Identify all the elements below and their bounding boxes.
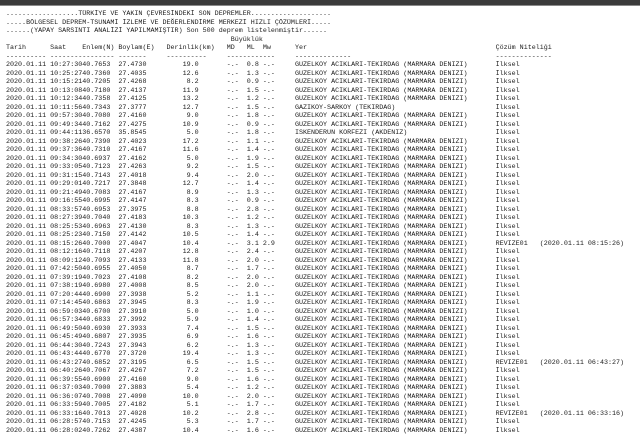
table-row: 2020.01.11 09:38:2640.7390 27.4023 17.2 -.- 1.1 -.- GUZELKOY ACIKLARI-TEKIRDAG (MARMARA DENIZI) İlksel — [6, 137, 520, 146]
table-row: 2020.01.11 06:33:5940.7005 27.4182 5.1 -.- 1.7 -.- GUZELKOY ACIKLARI-TEKIRDAG (MARMARA DENIZI) İlksel — [6, 401, 520, 409]
table-row: 2020.01.11 09:49:3440.7162 27.4275 10.9 -.- 0.9 -.- GUZELKOY ACIKLARI-TEKIRDAG (MARMARA DENIZI) İlksel — [6, 120, 520, 129]
column-header-underline: ---------- ---------------- ------- ---------- ------------ -------------- -------------- — [6, 52, 552, 61]
table-row: 2020.01.11 09:31:1540.7143 27.4018 9.4 -.- 2.0 -.- GUZELKOY ACIKLARI-TEKIRDAG (MARMARA DENIZI) İlksel — [6, 171, 520, 180]
table-body — [6, 61, 640, 435]
table-row: 2020.01.11 09:34:3040.6937 27.4162 5.0 -.- 1.9 -.- GUZELKOY ACIKLARI-TEKIRDAG (MARMARA DENIZI) İlksel — [6, 154, 520, 163]
page-title: ..................TÜRKİYE VE YAKIN ÇEVRESİNDEKİ SON DEPREMLER.................... — [6, 10, 332, 18]
table-row: 2020.01.11 06:44:3040.7243 27.3943 6.2 -.- 1.3 -.- GUZELKOY ACIKLARI-TEKIRDAG (MARMARA DENIZI) İlksel — [6, 341, 520, 350]
table-row: 2020.01.11 09:16:5540.6995 27.4147 8.3 -.- 0.9 -.- GUZELKOY ACIKLARI-TEKIRDAG (MARMARA DENIZI) İlksel — [6, 197, 520, 205]
table-row: 2020.01.11 10:13:0840.7180 27.4137 11.9 -.- 1.5 -.- GUZELKOY ACIKLARI-TEKIRDAG (MARMARA DENIZI) İlksel — [6, 86, 520, 95]
table-row: 2020.01.11 06:36:0740.7008 27.4090 10.0 -.- 2.0 -.- GUZELKOY ACIKLARI-TEKIRDAG (MARMARA DENIZI) İlksel — [6, 392, 520, 401]
table-row: 2020.01.11 06:28:5740.7153 27.4245 5.3 -.- 1.7 -.- GUZELKOY ACIKLARI-TEKIRDAG (MARMARA DENIZI) İlksel — [6, 418, 520, 426]
table-row: 2020.01.11 06:59:0340.6700 27.3910 5.0 -.- 1.0 -.- GUZELKOY ACIKLARI-TEKIRDAG (MARMARA DENIZI) İlksel — [6, 307, 520, 316]
table-row: 2020.01.11 08:25:2340.7150 27.4142 10.5 -.- 1.4 -.- GUZELKOY ACIKLARI-TEKIRDAG (MARMARA DENIZI) İlksel — [6, 231, 520, 239]
table-row: 2020.01.11 06:39:5540.6900 27.4160 9.0 -.- 1.6 -.- GUZELKOY ACIKLARI-TEKIRDAG (MARMARA DENIZI) İlksel — [6, 375, 520, 384]
table-row: 2020.01.11 06:43:4440.6770 27.3720 19.4 -.- 1.3 -.- GUZELKOY ACIKLARI-TEKIRDAG (MARMARA DENIZI) İlksel — [6, 350, 520, 358]
table-row: 2020.01.11 09:33:0540.7123 27.4263 9.2 -.- 1.5 -.- GUZELKOY ACIKLARI-TEKIRDAG (MARMARA DENIZI) İlksel — [6, 163, 520, 171]
table-row: 2020.01.11 08:15:2640.7000 27.4047 10.4 -.- 3.1 2.9 GUZELKOY ACIKLARI-TEKIRDAG (MARMARA DENIZI) REVIZE01 (2020.01.11 08:15:26) — [6, 239, 625, 248]
table-row: 2020.01.11 07:14:4540.6863 27.3945 8.3 -.- 1.9 -.- GUZELKOY ACIKLARI-TEKIRDAG (MARMARA DENIZI) İlksel — [6, 299, 520, 307]
page-note: ......(YAPAY SARSINTI ANALİZİ YAPILMAMIŞTIR) Son 500 deprem listelenmiştir...... — [6, 27, 328, 35]
table-row: 2020.01.11 06:33:1640.7013 27.4028 10.2 -.- 2.8 -.- GUZELKOY ACIKLARI-TEKIRDAG (MARMARA DENIZI) REVIZE01 (2020.01.11 06:33:16) — [6, 409, 625, 418]
table-row: 2020.01.11 10:25:2740.7360 27.4035 12.6 -.- 1.3 -.- GUZELKOY ACIKLARI-TEKIRDAG (MARMARA DENIZI) İlksel — [6, 69, 520, 78]
magnitude-group-label: Büyüklük — [6, 35, 263, 44]
table-row: 2020.01.11 10:12:3440.7358 27.4125 13.2 -.- 1.2 -.- GUZELKOY ACIKLARI-TEKIRDAG (MARMARA DENIZI) İlksel — [6, 95, 520, 103]
table-row: 2020.01.11 06:28:0240.7262 27.4387 10.4 -.- 1.6 -.- GUZELKOY ACIKLARI-TEKIRDAG (MARMARA DENIZI) İlksel — [6, 426, 520, 435]
table-row: 2020.01.11 08:25:5340.6963 27.4130 8.3 -.- 1.3 -.- GUZELKOY ACIKLARI-TEKIRDAG (MARMARA DENIZI) İlksel — [6, 222, 520, 231]
table-row: 2020.01.11 10:11:5640.7343 27.3777 12.7 -.- 1.5 -.- GAZIKOY-SARKOY (TEKIRDAG) İlksel — [6, 103, 520, 112]
top-border-bar — [0, 0, 640, 6]
table-row: 2020.01.11 07:38:1940.6980 27.4008 8.5 -.- 2.0 -.- GUZELKOY ACIKLARI-TEKIRDAG (MARMARA DENIZI) İlksel — [6, 282, 520, 290]
page-subtitle: .....BÖLGESEL DEPREM-TSUNAMİ İZLEME VE DEĞERLENDİRME MERKEZİ HIZLI ÇÖZÜMLERİ..... — [6, 18, 332, 27]
table-row: 2020.01.11 06:49:5040.6930 27.3933 7.4 -.- 1.5 -.- GUZELKOY ACIKLARI-TEKIRDAG (MARMARA DENIZI) İlksel — [6, 324, 520, 333]
table-row: 2020.01.11 06:45:4940.6807 27.3935 6.9 -.- 1.6 -.- GUZELKOY ACIKLARI-TEKIRDAG (MARMARA DENIZI) İlksel — [6, 333, 520, 341]
table-row: 2020.01.11 09:29:0140.7217 27.3848 12.7 -.- 1.4 -.- GUZELKOY ACIKLARI-TEKIRDAG (MARMARA DENIZI) İlksel — [6, 180, 520, 188]
column-header-row: Tarih Saat Enlem(N) Boylam(E) Derinlik(km) MD ML Mw Yer Çözüm Niteliği — [6, 44, 552, 52]
table-row: 2020.01.11 10:15:2140.7205 27.4268 8.2 -.- 0.9 -.- GUZELKOY ACIKLARI-TEKIRDAG (MARMARA DENIZI) İlksel — [6, 78, 520, 86]
table-row: 2020.01.11 08:09:1240.7093 27.4133 11.8 -.- 2.0 -.- GUZELKOY ACIKLARI-TEKIRDAG (MARMARA DENIZI) İlksel — [6, 256, 520, 265]
table-row: 2020.01.11 09:21:4940.7083 27.4167 8.9 -.- 1.3 -.- GUZELKOY ACIKLARI-TEKIRDAG (MARMARA DENIZI) İlksel — [6, 188, 520, 197]
table-row: 2020.01.11 06:57:3440.6833 27.3992 5.9 -.- 1.4 -.- GUZELKOY ACIKLARI-TEKIRDAG (MARMARA DENIZI) İlksel — [6, 316, 520, 324]
table-row: 2020.01.11 08:27:3940.7040 27.4183 10.3 -.- 1.2 -.- GUZELKOY ACIKLARI-TEKIRDAG (MARMARA DENIZI) İlksel — [6, 214, 520, 222]
table-row: 2020.01.11 08:12:1640.7118 27.4207 12.8 -.- 2.4 -.- GUZELKOY ACIKLARI-TEKIRDAG (MARMARA DENIZI) İlksel — [6, 248, 520, 256]
earthquake-listing — [6, 10, 640, 435]
table-row: 2020.01.11 10:27:3040.7653 27.4730 19.0 -.- 0.8 -.- GUZELKOY ACIKLARI-TEKIRDAG (MARMARA DENIZI) İlksel — [6, 61, 520, 69]
table-row: 2020.01.11 09:37:3640.7310 27.4167 11.6 -.- 1.4 -.- GUZELKOY ACIKLARI-TEKIRDAG (MARMARA DENIZI) İlksel — [6, 146, 520, 154]
table-row: 2020.01.11 06:40:2640.7067 27.4267 7.2 -.- 1.5 -.- GUZELKOY ACIKLARI-TEKIRDAG (MARMARA DENIZI) İlksel — [6, 367, 520, 375]
table-row: 2020.01.11 07:42:5040.6955 27.4050 8.7 -.- 1.7 -.- GUZELKOY ACIKLARI-TEKIRDAG (MARMARA DENIZI) İlksel — [6, 265, 520, 273]
table-row: 2020.01.11 07:39:1940.7023 27.4108 8.2 -.- 2.0 -.- GUZELKOY ACIKLARI-TEKIRDAG (MARMARA DENIZI) İlksel — [6, 273, 520, 282]
table-row: 2020.01.11 09:44:1136.6570 35.8545 5.0 -.- 1.8 -.- ISKENDERUN KORFEZI (AKDENIZ) İlksel — [6, 129, 520, 137]
table-row: 2020.01.11 09:57:3040.7080 27.4160 9.0 -.- 1.8 -.- GUZELKOY ACIKLARI-TEKIRDAG (MARMARA DENIZI) İlksel — [6, 112, 520, 120]
table-row: 2020.01.11 07:20:4440.6900 27.3938 5.2 -.- 1.1 -.- GUZELKOY ACIKLARI-TEKIRDAG (MARMARA DENIZI) İlksel — [6, 290, 520, 299]
table-row: 2020.01.11 06:37:0340.7000 27.3883 5.4 -.- 1.2 -.- GUZELKOY ACIKLARI-TEKIRDAG (MARMARA DENIZI) İlksel — [6, 384, 520, 392]
table-row: 2020.01.11 06:43:2740.6852 27.3195 6.5 -.- 1.5 -.- GUZELKOY ACIKLARI-TEKIRDAG (MARMARA DENIZI) REVIZE01 (2020.01.11 06:43:27) — [6, 358, 625, 367]
table-row: 2020.01.11 08:33:5740.6953 27.3975 8.8 -.- 2.8 -.- GUZELKOY ACIKLARI-TEKIRDAG (MARMARA DENIZI) İlksel — [6, 205, 520, 214]
